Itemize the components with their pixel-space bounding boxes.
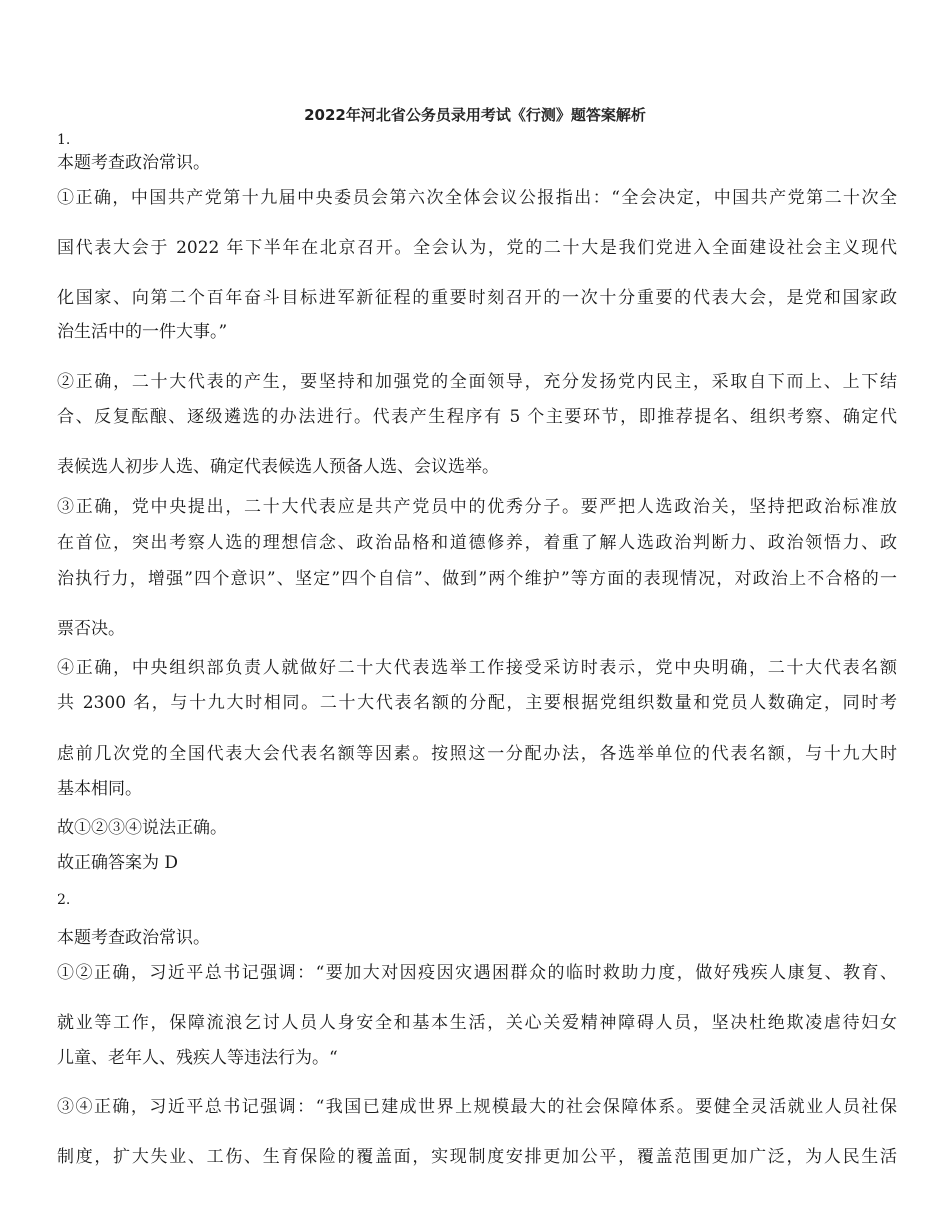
paragraph-line: 制度，扩大失业、工伤、生育保险的覆盖面，实现制度安排更加公平，覆盖范围更加广泛，为人民生活 bbox=[57, 1147, 897, 1167]
paragraph-line: 本题考查政治常识。 bbox=[57, 928, 210, 948]
paragraph-line: 共 2300 名，与十九大时相同。二十大代表名额的分配，主要根据党组织数量和党员人数确定，同时考 bbox=[57, 693, 897, 713]
answer-line: 故正确答案为 D bbox=[57, 853, 179, 873]
paragraph-line: 虑前几次党的全国代表大会代表名额等因素。按照这一分配办法，各选举单位的代表名额，与十九大时 bbox=[57, 744, 897, 764]
paragraph-line: 治生活中的一件大事。” bbox=[57, 322, 228, 342]
paragraph-line: ②正确，二十大代表的产生，要坚持和加强党的全面领导，充分发扬党内民主，采取自下而上、上下结 bbox=[57, 372, 897, 392]
paragraph-line: ①②正确，习近平总书记强调：“要加大对因疫因灾遇困群众的临时救助力度，做好残疾人康复、教育、 bbox=[57, 963, 897, 983]
paragraph-line: ③正确，党中央提出，二十大代表应是共产党员中的优秀分子。要严把人选政治关，坚持把政治标准放 bbox=[57, 497, 897, 517]
paragraph-line: 票否决。 bbox=[57, 619, 125, 639]
document-title: 2022年河北省公务员录用考试《行测》题答案解析 bbox=[304, 106, 646, 124]
question-number: 1. bbox=[57, 132, 71, 148]
paragraph-line: ①正确，中国共产党第十九届中央委员会第六次全体会议公报指出：“全会决定，中国共产党第二十次全 bbox=[57, 188, 897, 208]
paragraph-line: ④正确，中央组织部负责人就做好二十大代表选举工作接受采访时表示，党中央明确，二十大代表名额 bbox=[57, 658, 897, 678]
question-number: 2. bbox=[57, 892, 71, 908]
paragraph-line: 基本相同。 bbox=[57, 779, 142, 799]
paragraph-line: 化国家、向第二个百年奋斗目标进军新征程的重要时刻召开的一次十分重要的代表大会，是党和国家政 bbox=[57, 288, 897, 308]
paragraph-line: ③④正确，习近平总书记强调：“我国已建成世界上规模最大的社会保障体系。要健全灵活就业人员社保 bbox=[57, 1097, 897, 1117]
paragraph-line: 治执行力，增强”四个意识”、坚定”四个自信”、做到”两个维护”等方面的表现情况，对政治上不合格的一 bbox=[57, 569, 897, 589]
paragraph-line: 表候选人初步人选、确定代表候选人预备人选、会议选举。 bbox=[57, 457, 499, 477]
paragraph-line: 故①②③④说法正确。 bbox=[57, 818, 227, 838]
paragraph-line: 在首位，突出考察人选的理想信念、政治品格和道德修养，着重了解人选政治判断力、政治领悟力、政 bbox=[57, 533, 897, 553]
paragraph-line: 本题考查政治常识。 bbox=[57, 153, 210, 173]
paragraph-line: 就业等工作，保障流浪乞讨人员人身安全和基本生活，关心关爱精神障碍人员，坚决杜绝欺凌虐待妇女 bbox=[57, 1013, 897, 1033]
paragraph-line: 儿童、老年人、残疾人等违法行为。“ bbox=[57, 1048, 338, 1068]
paragraph-line: 合、反复酝酿、逐级遴选的办法进行。代表产生程序有 5 个主要环节，即推荐提名、组织考察、确定代 bbox=[57, 407, 897, 427]
paragraph-line: 国代表大会于 2022 年下半年在北京召开。全会认为，党的二十大是我们党进入全面建设社会主义现代 bbox=[57, 238, 897, 258]
